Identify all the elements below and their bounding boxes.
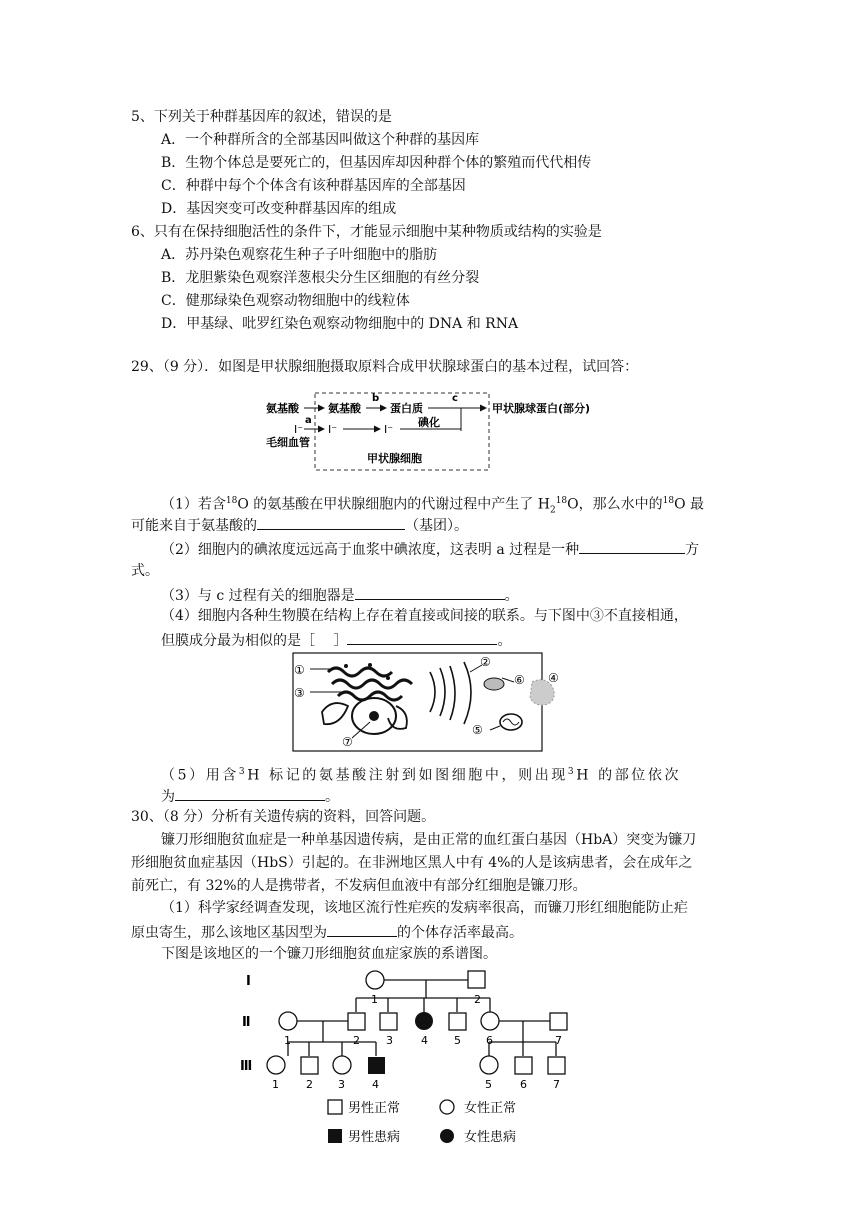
svg-text:1: 1: [272, 1078, 279, 1091]
vesicle-dotted: [484, 678, 504, 690]
svg-text:1: 1: [371, 993, 378, 1006]
label-3: ③: [294, 686, 305, 700]
q30-stem: 30、（8 分）分析有关遗传病的资料，回答问题。: [131, 809, 436, 825]
amino-acid-inside: 氨基酸: [328, 402, 361, 415]
q30-para-line1: 镰刀形细胞贫血症是一种单基因遗传病，是由正常的血红蛋白基因（HbA）突变为镰刀: [161, 832, 697, 848]
legend-male-affected: 男性患病: [348, 1130, 401, 1145]
q6-option-a: A．苏丹染色观察花生种子子叶细胞中的脂肪: [161, 247, 438, 263]
svg-text:4: 4: [421, 1034, 428, 1047]
label-5: ⑤: [472, 723, 483, 737]
q6-option-d: D．甲基绿、吡罗红染色观察动物细胞中的 DNA 和 RNA: [161, 316, 519, 332]
q29-sub1-line2: 可能来自于氨基酸的 （基团）。: [131, 515, 468, 535]
q29-sub5-line2: 为 。: [161, 786, 339, 806]
q6-option-c: C．健那绿染色观察动物细胞中的线粒体: [161, 293, 410, 309]
label-6: ⑥: [514, 673, 525, 687]
label-4: ④: [548, 671, 559, 685]
answer-blank[interactable]: [355, 585, 505, 600]
q5-option-a: A．一个种群所含的全部基因叫做这个种群的基因库: [161, 132, 480, 148]
affected-male-iii4: [368, 1057, 385, 1074]
q29-sub4-line2: 但膜成分最为相似的是［ ］ 。: [161, 630, 511, 650]
q30-sub1-line1: （1）科学家经调查发现，该地区流行性疟疾的发病率很高，而镰刀形红细胞能防止疟: [161, 900, 688, 916]
q29-sub3: （3）与 c 过程有关的细胞器是 。: [161, 585, 519, 605]
amino-acid-outside: 氨基酸: [266, 402, 299, 415]
q6-option-b: B．龙胆紫染色观察洋葱根尖分生区细胞的有丝分裂: [161, 270, 480, 286]
iodide-middle: I⁻: [328, 423, 338, 436]
q29-sub2-line2: 式。: [131, 563, 159, 579]
label-7: ⑦: [342, 735, 353, 749]
pedigree-intro: 下图是该地区的一个镰刀形细胞贫血症家族的系谱图。: [161, 946, 497, 962]
iodide-inside: I⁻: [384, 423, 394, 436]
q5-stem: 5、下列关于种群基因库的叙述，错误的是: [131, 109, 392, 125]
q30-sub1-line2: 原虫寄生，那么该地区基因型为 的个体存活率最高。: [131, 922, 523, 942]
q5-option-d: D．基因突变可改变种群基因库的组成: [161, 201, 397, 217]
label-a: a: [305, 415, 312, 426]
q30-para-line2: 形细胞贫血症基因（HbS）引起的。在非洲地区黑人中有 4%的人是该病患者，会在成年之: [131, 855, 693, 871]
svg-text:6: 6: [486, 1034, 493, 1047]
legend-female-normal: 女性正常: [464, 1101, 517, 1116]
thyroid-cell-label: 甲状腺细胞: [367, 452, 422, 465]
answer-blank[interactable]: [347, 630, 497, 645]
thyroid-process-diagram: [258, 385, 610, 475]
cell-organelle-diagram: [292, 652, 570, 754]
gen-i-label: Ⅰ: [246, 974, 251, 989]
svg-text:6: 6: [520, 1078, 527, 1091]
answer-blank[interactable]: [327, 922, 397, 937]
pedigree-chart: [238, 966, 584, 1152]
q6-stem: 6、只有在保持细胞活性的条件下，才能显示细胞中某种物质或结构的实验是: [131, 224, 602, 240]
svg-text:5: 5: [485, 1078, 492, 1091]
q29-sub1-line1: （1）若含$^{18}$O 的氨基酸在甲状腺细胞内的代谢过程中产生了 $H_2^{18}O$，那么水中的$^{18}$O 最: [161, 496, 705, 516]
gen-iii-label: Ⅲ: [240, 1059, 253, 1074]
capillary-label: 毛细血管: [266, 436, 310, 449]
label-c: c: [452, 393, 458, 404]
q29-stem: 29、（9 分）．如图是甲状腺细胞摄取原料合成甲状腺球蛋白的基本过程，试回答：: [131, 359, 639, 375]
svg-text:2: 2: [353, 1034, 360, 1047]
product-node: 甲状腺球蛋白(部分): [492, 402, 591, 415]
svg-text:7: 7: [555, 1034, 562, 1047]
q29-sub4-line1: （4）细胞内各种生物膜在结构上存在着直接或间接的联系。与下图中③不直接相通，: [161, 608, 688, 624]
q5-option-c: C．种群中每个个体含有该种群基因库的全部基因: [161, 178, 466, 194]
answer-blank[interactable]: [579, 539, 685, 554]
svg-text:2: 2: [306, 1078, 313, 1091]
legend-male-normal: 男性正常: [348, 1101, 401, 1116]
q29-sub2-line1: （2）细胞内的碘浓度远远高于血浆中碘浓度，这表明 a 过程是一种 方: [161, 539, 699, 559]
svg-text:2: 2: [474, 993, 481, 1006]
svg-text:3: 3: [338, 1078, 345, 1091]
affected-female-ii4: [415, 1012, 433, 1030]
svg-text:1: 1: [284, 1034, 291, 1047]
svg-text:5: 5: [454, 1034, 461, 1047]
protein-node: 蛋白质: [390, 402, 423, 415]
iodination-label: 碘化: [418, 416, 440, 429]
legend-female-affected: 女性患病: [464, 1130, 517, 1145]
svg-text:3: 3: [386, 1034, 393, 1047]
q5-option-b: B．生物个体总是要死亡的，但基因库却因种群个体的繁殖而代代相传: [161, 155, 592, 171]
answer-blank[interactable]: [175, 786, 325, 801]
svg-text:4: 4: [372, 1078, 379, 1091]
svg-text:7: 7: [553, 1078, 560, 1091]
legend-female-affected-symbol: [440, 1129, 454, 1143]
label-2: ②: [480, 655, 491, 669]
q30-para-line3: 前死亡，有 32%的人是携带者，不发病但血液中有部分红细胞是镰刀形。: [131, 878, 587, 894]
gen-ii-label: Ⅱ: [242, 1015, 251, 1030]
label-1: ①: [294, 663, 305, 677]
q29-sub5-line1: （5）用含$^3$H 标记的氨基酸注射到如图细胞中，则出现$^3$H 的部位依次: [161, 767, 682, 784]
answer-blank[interactable]: [257, 515, 405, 530]
iodide-outside: I⁻: [294, 423, 304, 436]
label-b: b: [372, 393, 380, 404]
legend-male-affected-symbol: [328, 1129, 342, 1143]
